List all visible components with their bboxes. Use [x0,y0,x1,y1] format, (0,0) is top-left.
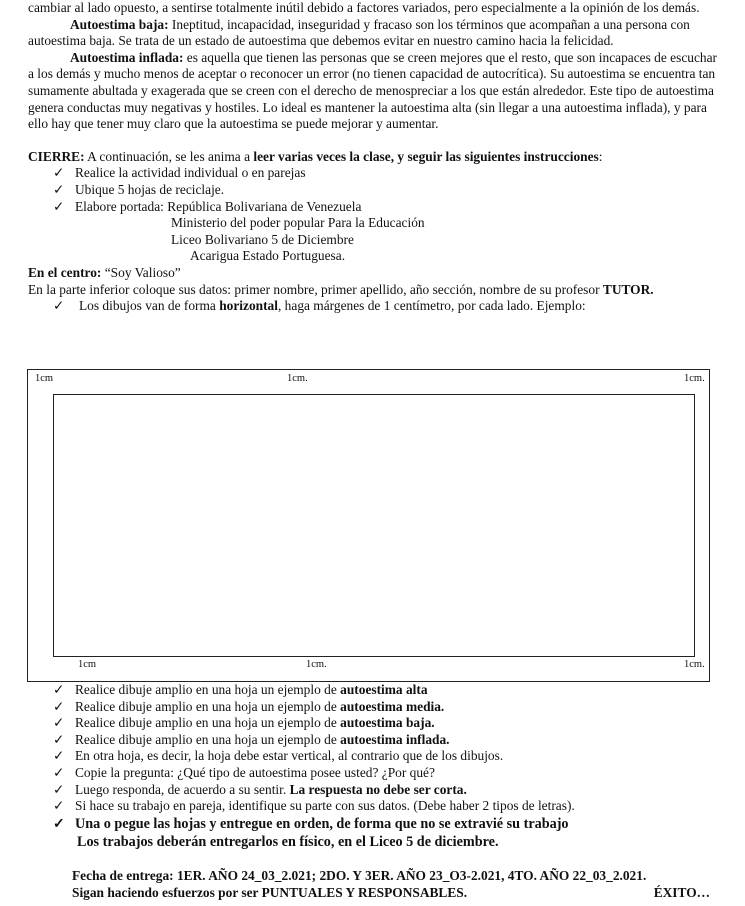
dibujos-list [28,298,720,315]
list-item: ✓ Realice dibuje amplio en una hoja un ejemplo de autoestima alta [53,682,428,697]
list-item: ✓ Realice la actividad individual o en parejas [53,165,306,181]
list-item: ✓ En otra hoja, es decir, la hoja debe estar vertical, al contrario que de los dibujos. [53,748,504,764]
checkmark-icon: ✓ [53,165,65,181]
margin-label: 1cm. [684,659,705,670]
checkmark-icon: ✓ [53,682,65,697]
list-item: ✓ Luego responda, de acuerdo a su sentir. La respuesta no debe ser corta. [53,781,467,797]
margin-label: 1cm [35,373,54,384]
final-line: Los trabajos deberán entregarlos en físico, en el Liceo 5 de diciembre. [77,833,499,850]
cierre-heading: CIERRE: A continuación, se les anima a leer varias veces la clase, y seguir las siguientes instrucciones: [28,148,603,164]
list-item: ✓ Ubique 5 hojas de reciclaje. [53,181,225,197]
checkmark-icon: ✓ [53,715,65,731]
margin-label: 1cm. [306,659,327,670]
checkmark-icon: ✓ [53,781,65,797]
margin-example-figure [27,369,710,682]
address-line: Ministerio del poder popular Para la Educación [171,215,425,231]
centro-line: En el centro: “Soy Valioso” [28,264,181,280]
list-item: ✓ Realice dibuje amplio en una hoja un ejemplo de autoestima media. [53,698,445,714]
list-item: ✓ Si hace su trabajo en pareja, identifique su parte con sus datos. (Debe haber 2 tipos de letras). [53,798,575,814]
autoestima-baja-paragraph: Autoestima baja: Ineptitud, incapacidad, inseguridad y fracaso son los términos que acompañan a una persona con autoestima baja. Se trata de un estado de autoestima que debemos evitar en nuestro camino hacia la felicidad. [28,16,690,49]
task-list [28,682,720,833]
list-item: ✓ Realice dibuje amplio en una hoja un ejemplo de autoestima inflada. [53,731,450,747]
checkmark-icon: ✓ [53,198,65,214]
list-item: ✓ Copie la pregunta: ¿Qué tipo de autoestima posee usted? ¿Por qué? [53,764,435,780]
exito-text: ÉXITO… [653,884,710,900]
document-body [28,0,720,315]
drawing-area [53,394,695,657]
autoestima-inflada-term: Autoestima inflada: [70,49,184,65]
margin-label: 1cm. [287,373,308,384]
margin-label: 1cm. [684,373,705,384]
checkmark-icon: ✓ [53,181,65,197]
list-item: ✓ Los dibujos van de forma horizontal, haga márgenes de 1 centímetro, por cada lado. Ejemplo: [53,298,586,314]
checkmark-icon: ✓ [53,815,65,832]
checkmark-icon: ✓ [53,731,65,747]
margin-label: 1cm [78,659,97,670]
list-item: ✓ Realice dibuje amplio en una hoja un ejemplo de autoestima baja. [53,715,435,731]
list-item: ✓ Elabore portada: República Bolivariana de Venezuela [53,198,362,214]
inferior-line: En la parte inferior coloque sus datos: primer nombre, primer apellido, año sección, nombre de su profesor TUTOR. [28,281,654,297]
checkmark-icon: ✓ [53,798,65,814]
list-item: ✓ Una o pegue las hojas y entregue en orden, de forma que no se extravié su trabajo [53,815,569,832]
autoestima-inflada-paragraph: Autoestima inflada: es aquella que tienen las personas que se creen mejores que el resto, que son incapaces de escuchar a los demás y mucho menos de aceptar o reconocer un error (no tienen capacidad de autocrítica). Su autoestima se encuentra tan sumamente abultada y exagerada que se creen con el derecho de menospreciar a los que están alrededor. Este tipo de autoestima genera conductas muy negativas y hostiles. Lo ideal es mantener la autoestima alta (sin llegar a una autoestima inflada), y para ello hay que tener muy claro que la autoestima se puede mejorar y aumentar. [28,49,717,132]
address-line: Acarigua Estado Portuguesa. [190,248,346,264]
checkmark-icon: ✓ [53,698,65,714]
fecha-entrega: Fecha de entrega: 1ER. AÑO 24_03_2.021; 2DO. Y 3ER. AÑO 23_O3-2.021, 4TO. AÑO 22_03_2.021. [72,867,647,883]
address-line: Liceo Bolivariano 5 de Diciembre [171,231,354,247]
checkmark-icon: ✓ [53,748,65,764]
autoestima-baja-term: Autoestima baja: [70,16,169,32]
sigan-line: Sigan haciendo esfuerzos por ser PUNTUALES Y RESPONSABLES. ÉXITO… [72,884,710,900]
checkmark-icon: ✓ [53,298,65,314]
cierre-list [28,165,720,215]
checkmark-icon: ✓ [53,764,65,780]
intro-continuation: cambiar al lado opuesto, a sentirse totalmente inútil debido a factores variados, pero especialmente a la opinión de los demás. [28,0,700,15]
instructions-section [28,682,720,901]
